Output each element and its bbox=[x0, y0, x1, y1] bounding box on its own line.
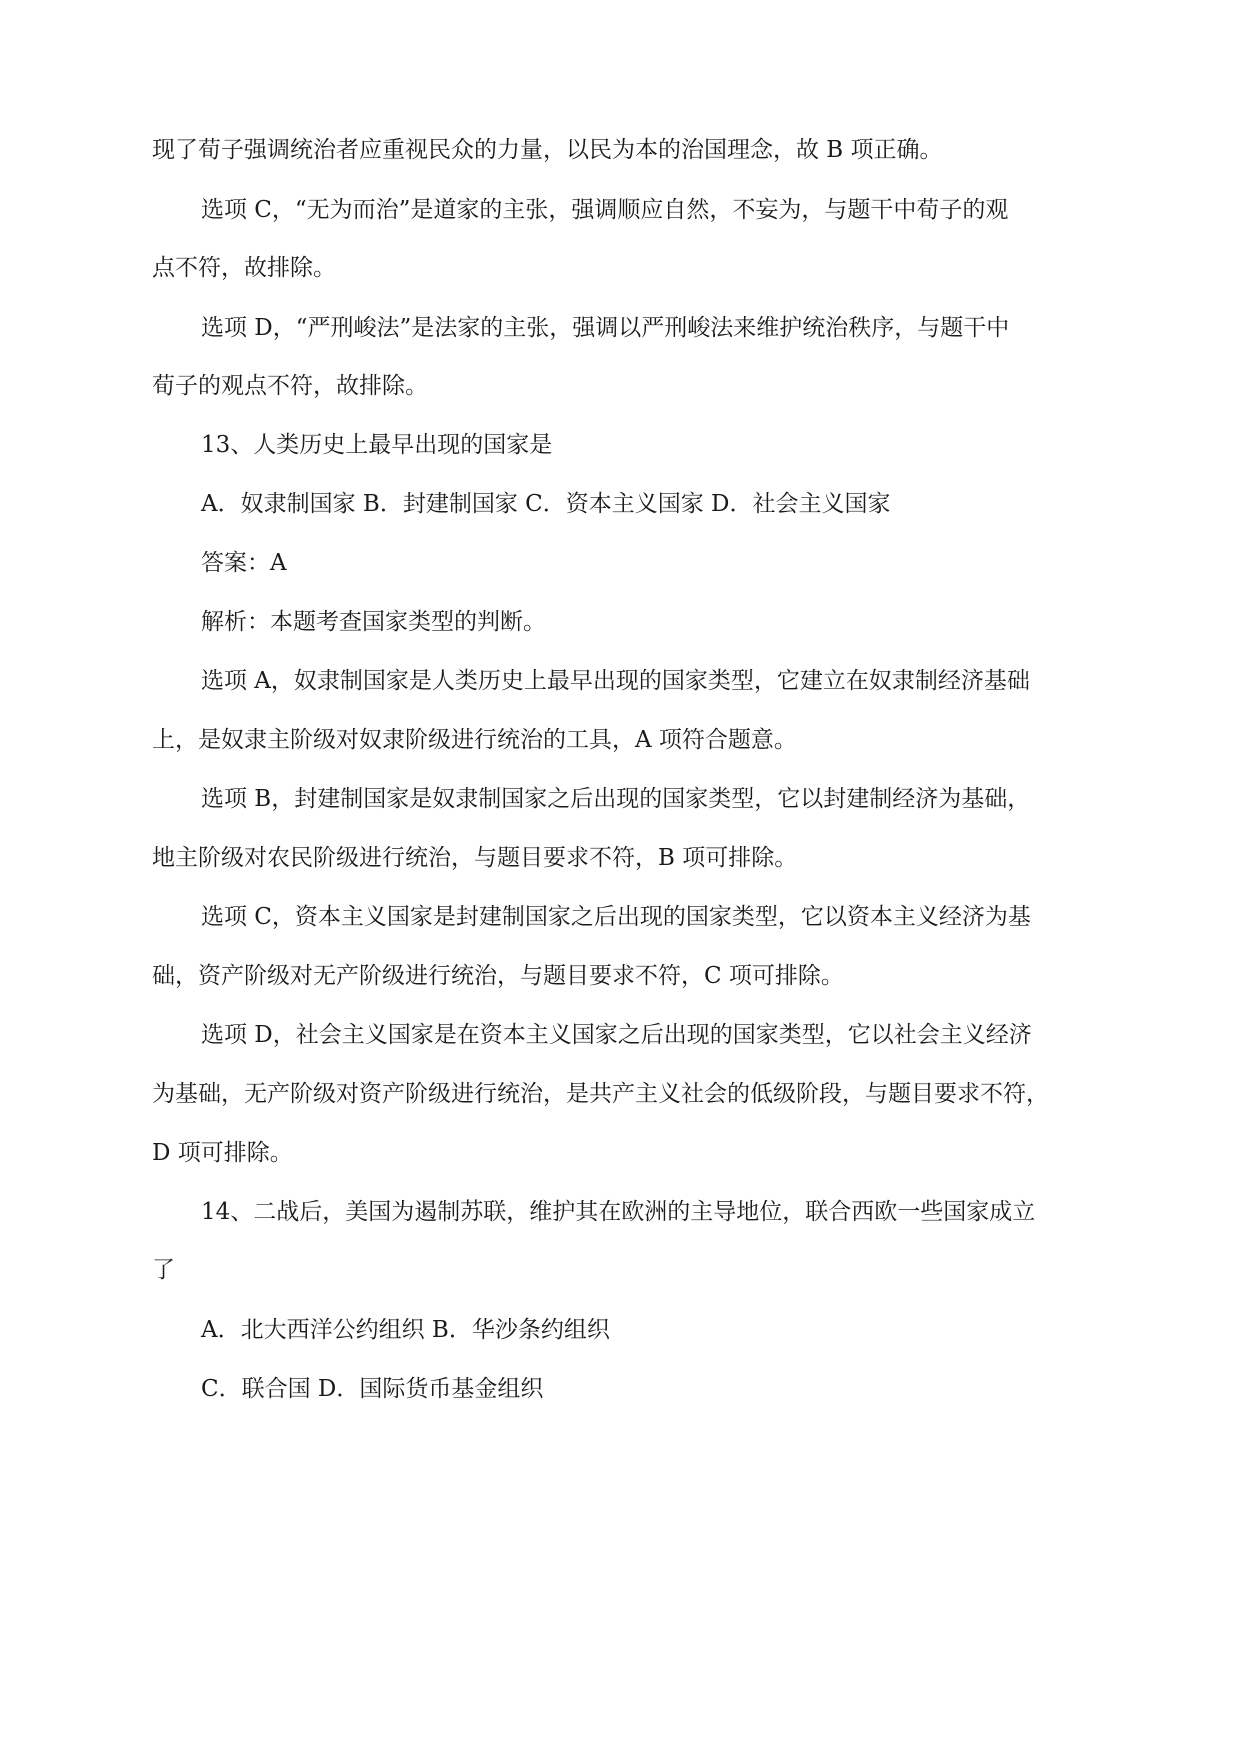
option-c-analysis-line: 选项 C，“无为而治”是道家的主张，强调顺应自然，不妄为，与题干中荀子的观 bbox=[201, 197, 1009, 223]
option-d-analysis-line: 选项 D，“严刑峻法”是法家的主张，强调以严刑峻法来维护统治秩序，与题干中 bbox=[201, 315, 1010, 341]
question-13-analysis: 解析：本题考查国家类型的判断。 bbox=[201, 609, 546, 635]
paragraph-line: 上，是奴隶主阶级对奴隶阶级进行统治的工具，A 项符合题意。 bbox=[152, 727, 797, 753]
paragraph-line: 荀子的观点不符，故排除。 bbox=[152, 373, 428, 399]
paragraph-line: 为基础，无产阶级对资产阶级进行统治，是共产主义社会的低级阶段，与题目要求不符， bbox=[152, 1081, 1049, 1107]
question-14: 14、二战后，美国为遏制苏联，维护其在欧洲的主导地位，联合西欧一些国家成立 bbox=[201, 1199, 1036, 1225]
paragraph-line: 点不符，故排除。 bbox=[152, 255, 336, 281]
option-c-analysis-line: 选项 C，资本主义国家是封建制国家之后出现的国家类型，它以资本主义经济为基 bbox=[201, 904, 1031, 930]
option-a-analysis-line: 选项 A，奴隶制国家是人类历史上最早出现的国家类型，它建立在奴隶制经济基础 bbox=[201, 668, 1030, 694]
question-13-answer: 答案：A bbox=[201, 550, 287, 576]
paragraph-line: 础，资产阶级对无产阶级进行统治，与题目要求不符，C 项可排除。 bbox=[152, 963, 844, 989]
question-14-options-cd: C．联合国 D．国际货币基金组织 bbox=[201, 1376, 544, 1402]
paragraph-line: 现了荀子强调统治者应重视民众的力量，以民为本的治国理念，故 B 项正确。 bbox=[152, 137, 943, 163]
paragraph-line: D 项可排除。 bbox=[152, 1140, 293, 1166]
question-13: 13、人类历史上最早出现的国家是 bbox=[201, 432, 553, 458]
option-d-analysis-line: 选项 D，社会主义国家是在资本主义国家之后出现的国家类型，它以社会主义经济 bbox=[201, 1022, 1032, 1048]
question-13-options: A．奴隶制国家 B．封建制国家 C．资本主义国家 D．社会主义国家 bbox=[201, 491, 891, 517]
question-14-options-ab: A．北大西洋公约组织 B．华沙条约组织 bbox=[201, 1317, 610, 1343]
option-b-analysis-line: 选项 B，封建制国家是奴隶制国家之后出现的国家类型，它以封建制经济为基础， bbox=[201, 786, 1031, 812]
paragraph-line: 地主阶级对农民阶级进行统治，与题目要求不符，B 项可排除。 bbox=[152, 845, 798, 871]
paragraph-line: 了 bbox=[152, 1257, 175, 1283]
